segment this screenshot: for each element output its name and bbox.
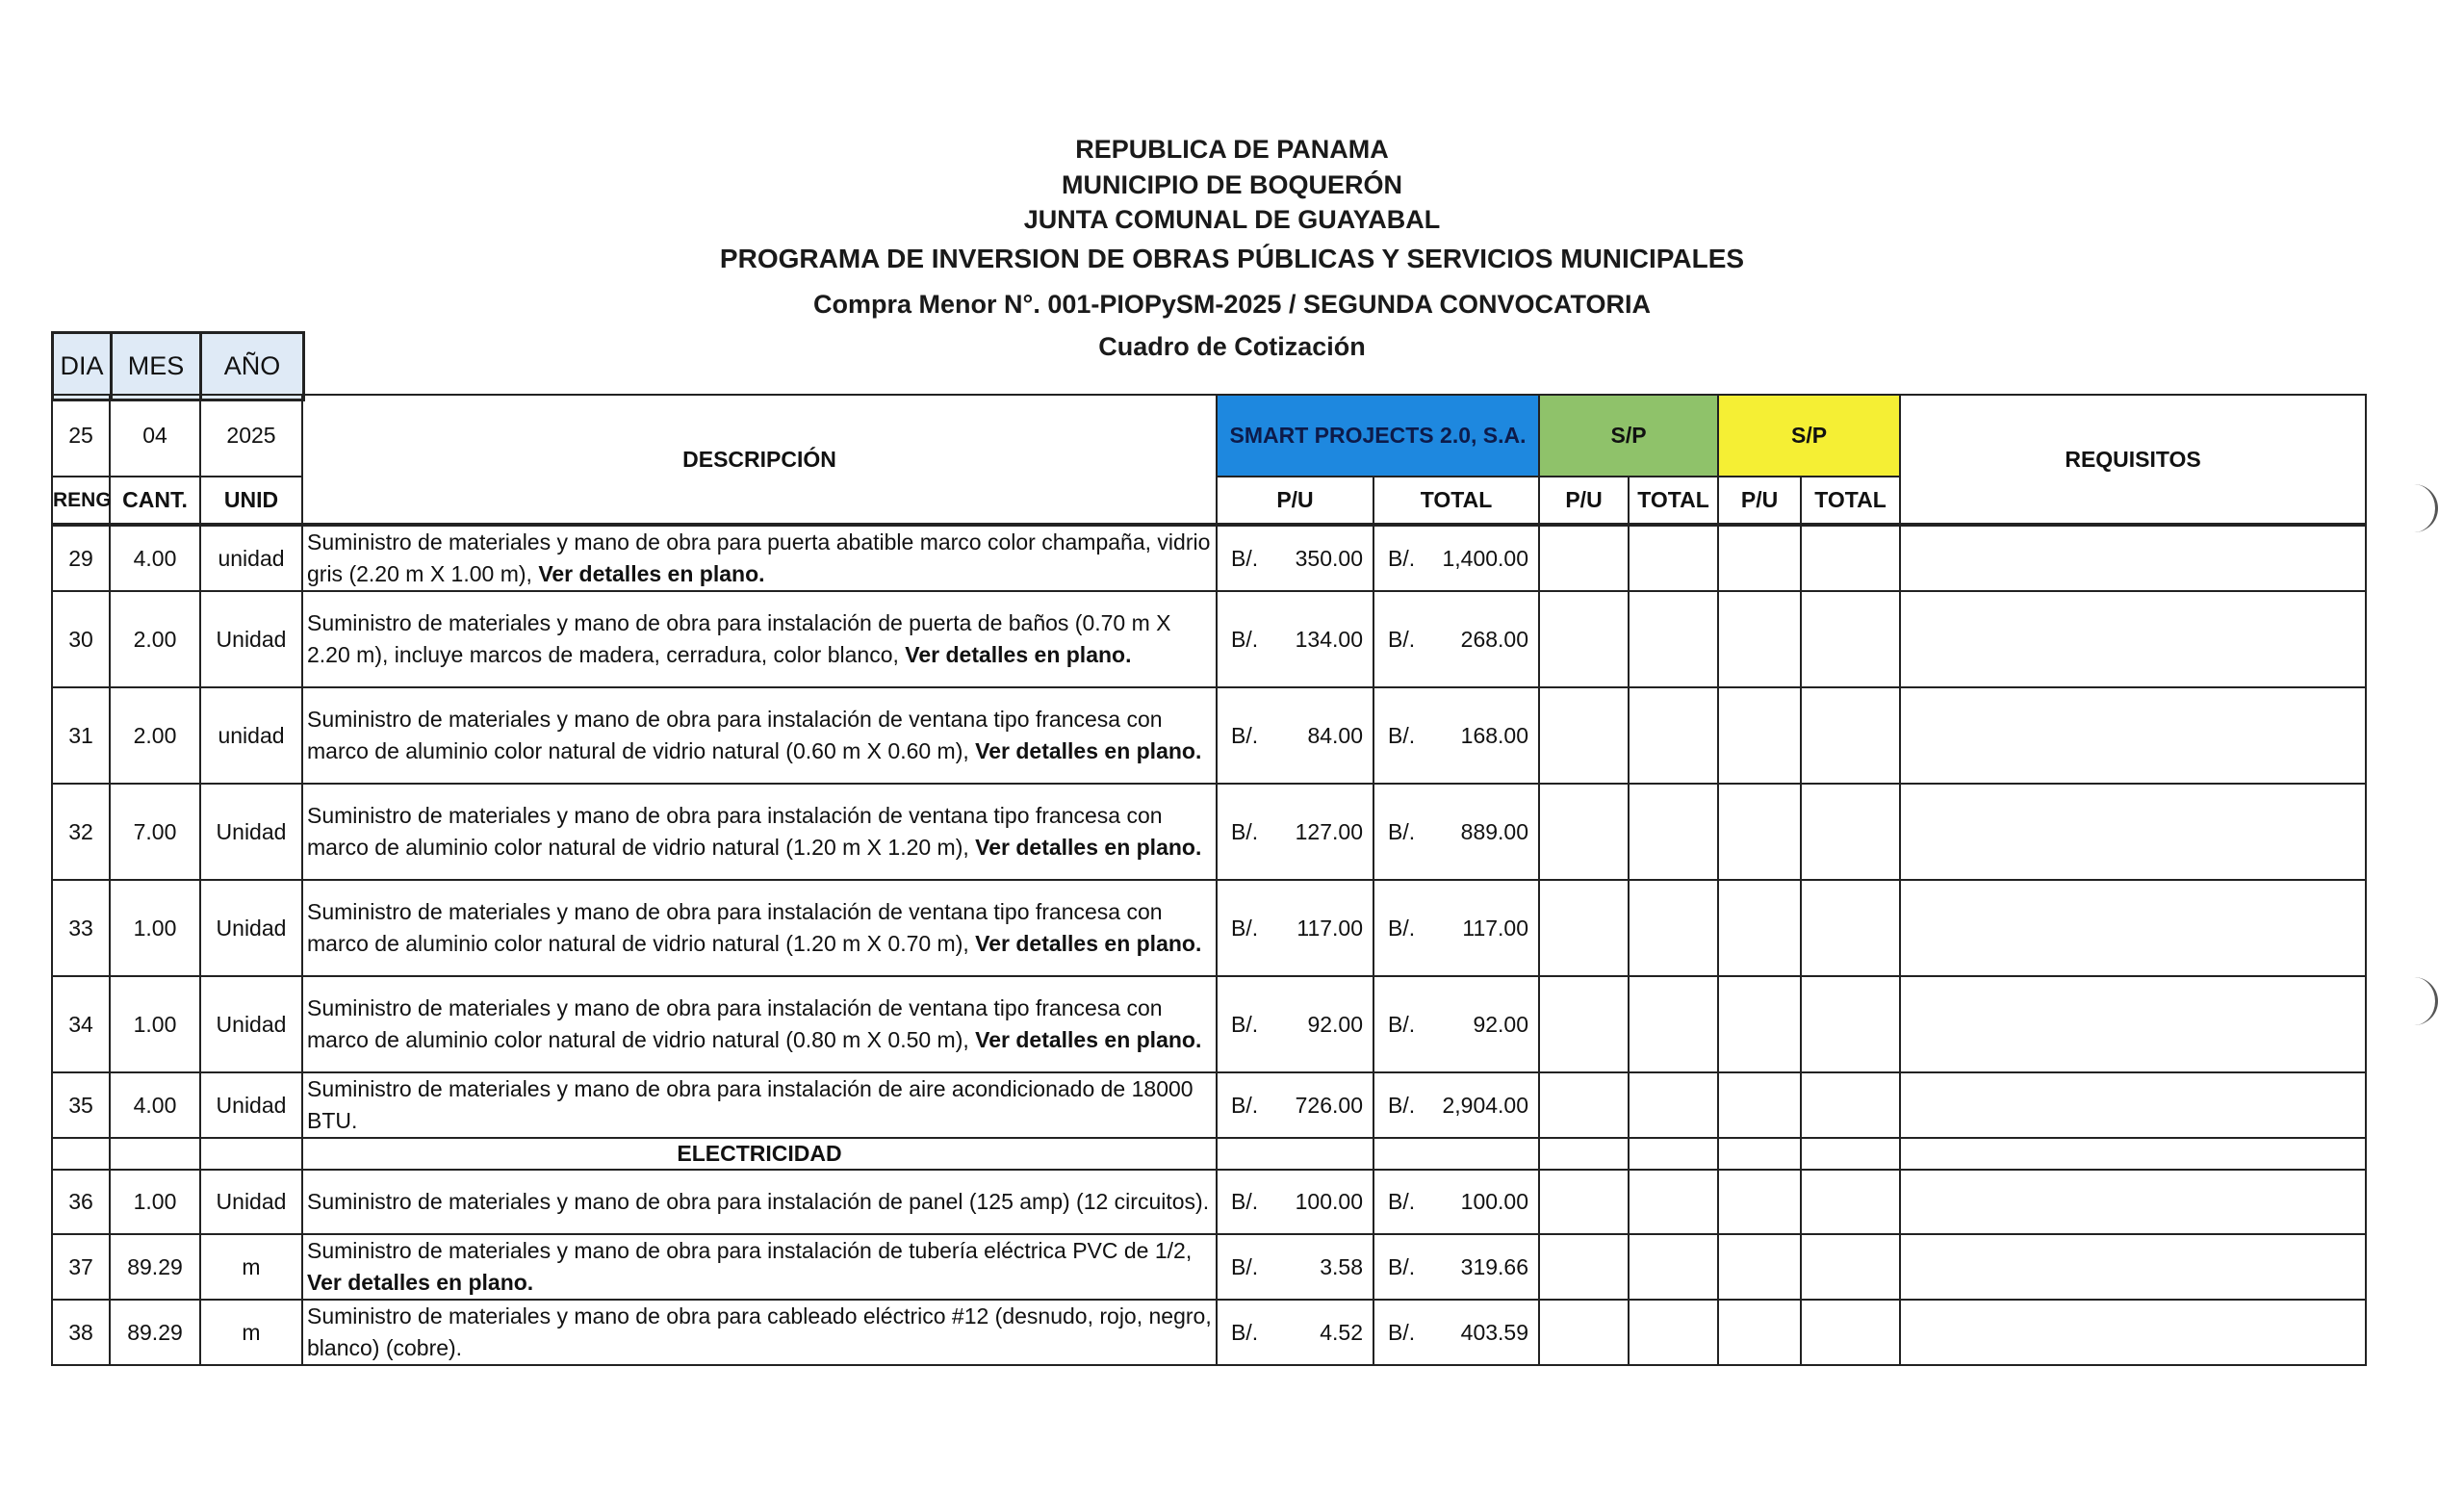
empty-cell	[1539, 525, 1629, 591]
empty-cell	[1539, 784, 1629, 880]
unit-price-value: 350.00	[1295, 545, 1363, 571]
description-cell	[302, 525, 1217, 591]
header-row-top	[52, 395, 2366, 477]
currency-label: B/.	[1388, 1189, 1416, 1214]
dia-value: 25	[52, 395, 110, 477]
description-bold-note: Ver detalles en plano.	[975, 931, 1202, 956]
currency-label: B/.	[1231, 1189, 1259, 1214]
empty-cell	[1801, 591, 1900, 687]
reng-cell: 31	[52, 687, 110, 784]
description-cell	[302, 687, 1217, 784]
unid-cell: Unidad	[200, 1170, 302, 1234]
empty-cell	[1900, 880, 2366, 976]
header-purchase-number: Compra Menor N°. 001-PIOPySM-2025 / SEGUNDA CONVOCATORIA	[813, 290, 1651, 319]
description-text: Suministro de materiales y mano de obra para cableado eléctrico #12 (desnudo, rojo, negro, blanco) (cobre).	[307, 1303, 1212, 1360]
punch-hole-top	[2406, 484, 2438, 532]
description-cell	[302, 1234, 1217, 1300]
unid-cell: Unidad	[200, 880, 302, 976]
total-cell	[1373, 880, 1539, 976]
reng-cell: 34	[52, 976, 110, 1072]
dia-label: DIA	[53, 333, 112, 400]
empty-cell	[1718, 525, 1801, 591]
unid-cell: Unidad	[200, 784, 302, 880]
total-cell	[1373, 784, 1539, 880]
unid-cell: Unidad	[200, 591, 302, 687]
empty-cell	[1801, 1170, 1900, 1234]
currency-label: B/.	[1231, 915, 1259, 941]
empty-cell	[1629, 687, 1718, 784]
description-text: Suministro de materiales y mano de obra para instalación de puerta de baños (0.70 m X 2.20 m), incluye marcos de madera, cerradura, color blanco,	[307, 610, 1171, 667]
cant-cell: 4.00	[110, 1072, 200, 1138]
total-value: 1,400.00	[1442, 545, 1529, 571]
empty-cell	[1629, 525, 1718, 591]
cant-cell: 89.29	[110, 1300, 200, 1365]
unid-cell: unidad	[200, 687, 302, 784]
empty-cell	[1801, 1300, 1900, 1365]
total-value: 2,904.00	[1442, 1092, 1529, 1118]
empty-cell	[1900, 976, 2366, 1072]
total-value: 168.00	[1460, 722, 1529, 748]
total-header-3: TOTAL	[1801, 477, 1900, 525]
currency-label: B/.	[1388, 1319, 1416, 1345]
description-cell	[302, 1300, 1217, 1365]
unit-price-value: 117.00	[1296, 915, 1363, 941]
cant-header: CANT.	[110, 477, 200, 525]
empty-cell	[1629, 1072, 1718, 1138]
header-program: PROGRAMA DE INVERSION DE OBRAS PÚBLICAS Y SERVICIOS MUNICIPALES	[719, 244, 1745, 273]
unid-header: UNID	[200, 477, 302, 525]
pu-header-3: P/U	[1718, 477, 1801, 525]
empty-cell	[1718, 784, 1801, 880]
empty-cell	[1629, 880, 1718, 976]
total-cell	[1373, 1300, 1539, 1365]
unit-price-value: 127.00	[1295, 818, 1363, 844]
reng-cell: 37	[52, 1234, 110, 1300]
empty-cell	[1900, 687, 2366, 784]
empty-cell	[1801, 1072, 1900, 1138]
cant-cell: 4.00	[110, 525, 200, 591]
bidder-sp-yellow-header: S/P	[1718, 395, 1900, 477]
table-row	[52, 525, 2366, 591]
description-cell	[302, 784, 1217, 880]
unid-cell: Unidad	[200, 1072, 302, 1138]
reng-cell: 35	[52, 1072, 110, 1138]
unit-price-cell	[1217, 784, 1373, 880]
currency-label: B/.	[1231, 1319, 1259, 1345]
description-text: Suministro de materiales y mano de obra para instalación de aire acondicionado de 18000 BTU.	[307, 1076, 1194, 1133]
reng-cell: 30	[52, 591, 110, 687]
empty-cell	[52, 1138, 110, 1170]
unid-cell: m	[200, 1300, 302, 1365]
anio-label: AÑO	[201, 333, 304, 400]
unit-price-value: 92.00	[1307, 1011, 1363, 1037]
empty-cell	[1718, 591, 1801, 687]
empty-cell	[1629, 591, 1718, 687]
description-text: Suministro de materiales y mano de obra para instalación de ventana tipo francesa con marco de aluminio color natural de vidrio natural (0.80 m X 0.50 m),	[307, 995, 1163, 1052]
total-header-2: TOTAL	[1629, 477, 1718, 525]
description-bold-note: Ver detalles en plano.	[975, 738, 1202, 763]
mes-label: MES	[112, 333, 201, 400]
empty-cell	[1718, 1300, 1801, 1365]
reng-cell: 33	[52, 880, 110, 976]
currency-label: B/.	[1231, 545, 1259, 571]
unit-price-cell	[1217, 976, 1373, 1072]
unid-cell: Unidad	[200, 976, 302, 1072]
unit-price-cell	[1217, 1170, 1373, 1234]
empty-cell	[1900, 1170, 2366, 1234]
cant-cell: 7.00	[110, 784, 200, 880]
empty-cell	[1629, 1170, 1718, 1234]
empty-cell	[1900, 1300, 2366, 1365]
total-cell	[1373, 687, 1539, 784]
description-cell	[302, 1072, 1217, 1138]
empty-cell	[1629, 976, 1718, 1072]
total-value: 100.00	[1460, 1189, 1529, 1214]
description-bold-note: Ver detalles en plano.	[975, 1027, 1202, 1052]
table-row	[52, 976, 2366, 1072]
description-cell	[302, 591, 1217, 687]
empty-cell	[1801, 784, 1900, 880]
currency-label: B/.	[1231, 1253, 1259, 1279]
currency-label: B/.	[1388, 545, 1416, 571]
total-cell	[1373, 525, 1539, 591]
currency-label: B/.	[1388, 722, 1416, 748]
empty-cell	[1900, 591, 2366, 687]
currency-label: B/.	[1231, 626, 1259, 652]
total-cell	[1373, 1072, 1539, 1138]
empty-cell	[1217, 1138, 1373, 1170]
quote-table	[51, 394, 2367, 1366]
description-text: Suministro de materiales y mano de obra para instalación de tubería eléctrica PVC de 1/2,	[307, 1238, 1193, 1263]
quote-rows	[52, 525, 2366, 1365]
reng-cell: 36	[52, 1170, 110, 1234]
empty-cell	[1900, 784, 2366, 880]
cant-cell: 1.00	[110, 1170, 200, 1234]
header-quote-table-title: Cuadro de Cotización	[1098, 332, 1366, 361]
empty-cell	[1718, 880, 1801, 976]
total-value: 92.00	[1473, 1011, 1529, 1037]
empty-cell	[1539, 1234, 1629, 1300]
empty-cell	[1539, 976, 1629, 1072]
total-value: 319.66	[1460, 1253, 1529, 1279]
empty-cell	[1539, 1170, 1629, 1234]
empty-cell	[110, 1138, 200, 1170]
description-bold-note: Ver detalles en plano.	[538, 561, 765, 586]
empty-cell	[1718, 1234, 1801, 1300]
section-title: ELECTRICIDAD	[302, 1138, 1217, 1170]
reng-cell: 38	[52, 1300, 110, 1365]
empty-cell	[1801, 976, 1900, 1072]
unit-price-value: 100.00	[1295, 1189, 1363, 1214]
description-cell	[302, 880, 1217, 976]
empty-cell	[1539, 880, 1629, 976]
cant-cell: 2.00	[110, 591, 200, 687]
table-row	[52, 1072, 2366, 1138]
reng-header: RENG	[52, 477, 110, 525]
empty-cell	[1539, 687, 1629, 784]
description-text: Suministro de materiales y mano de obra para instalación de ventana tipo francesa con marco de aluminio color natural de vidrio natural (1.20 m X 1.20 m),	[307, 803, 1163, 860]
empty-cell	[1900, 525, 2366, 591]
total-cell	[1373, 1170, 1539, 1234]
description-text: Suministro de materiales y mano de obra para puerta abatible marco color champaña, vidrio gris (2.20 m X 1.00 m),	[307, 529, 1211, 586]
mes-value: 04	[110, 395, 200, 477]
cant-cell: 2.00	[110, 687, 200, 784]
table-row	[52, 880, 2366, 976]
bidder-smart-projects-header: SMART PROJECTS 2.0, S.A.	[1217, 395, 1539, 477]
table-row	[52, 784, 2366, 880]
unit-price-value: 4.52	[1320, 1319, 1363, 1345]
unit-price-cell	[1217, 591, 1373, 687]
cant-cell: 1.00	[110, 976, 200, 1072]
section-row	[52, 1138, 2366, 1170]
header-republic: REPUBLICA DE PANAMA	[1075, 135, 1389, 164]
table-row	[52, 1170, 2366, 1234]
empty-cell	[1373, 1138, 1539, 1170]
description-bold-note: Ver detalles en plano.	[905, 642, 1132, 667]
currency-label: B/.	[1388, 818, 1416, 844]
table-row	[52, 591, 2366, 687]
empty-cell	[1629, 1138, 1718, 1170]
empty-cell	[1801, 880, 1900, 976]
currency-label: B/.	[1388, 915, 1416, 941]
empty-cell	[1629, 1300, 1718, 1365]
description-text: Suministro de materiales y mano de obra para instalación de panel (125 amp) (12 circuitos).	[307, 1189, 1210, 1214]
unid-cell: unidad	[200, 525, 302, 591]
description-text: Suministro de materiales y mano de obra para instalación de ventana tipo francesa con marco de aluminio color natural de vidrio natural (0.60 m X 0.60 m),	[307, 707, 1163, 763]
empty-cell	[1718, 687, 1801, 784]
empty-cell	[1718, 1138, 1801, 1170]
unit-price-value: 726.00	[1295, 1092, 1363, 1118]
currency-label: B/.	[1231, 818, 1259, 844]
table-row	[52, 1300, 2366, 1365]
unit-price-value: 84.00	[1307, 722, 1363, 748]
table-row	[52, 687, 2366, 784]
total-cell	[1373, 1234, 1539, 1300]
unit-price-value: 3.58	[1320, 1253, 1363, 1279]
currency-label: B/.	[1231, 722, 1259, 748]
total-value: 268.00	[1460, 626, 1529, 652]
cant-cell: 89.29	[110, 1234, 200, 1300]
empty-cell	[200, 1138, 302, 1170]
requisitos-header: REQUISITOS	[1900, 395, 2366, 525]
unit-price-cell	[1217, 1234, 1373, 1300]
empty-cell	[1801, 1138, 1900, 1170]
currency-label: B/.	[1388, 1011, 1416, 1037]
empty-cell	[1801, 687, 1900, 784]
total-cell	[1373, 976, 1539, 1072]
currency-label: B/.	[1231, 1011, 1259, 1037]
description-cell	[302, 976, 1217, 1072]
currency-label: B/.	[1388, 1253, 1416, 1279]
empty-cell	[1629, 784, 1718, 880]
total-value: 403.59	[1460, 1319, 1529, 1345]
descripcion-header: DESCRIPCIÓN	[302, 395, 1217, 525]
currency-label: B/.	[1388, 1092, 1416, 1118]
empty-cell	[1539, 1072, 1629, 1138]
header-municipality: MUNICIPIO DE BOQUERÓN	[1061, 170, 1403, 199]
empty-cell	[1539, 1138, 1629, 1170]
pu-header-2: P/U	[1539, 477, 1629, 525]
empty-cell	[1539, 591, 1629, 687]
empty-cell	[1900, 1072, 2366, 1138]
unit-price-cell	[1217, 687, 1373, 784]
currency-label: B/.	[1388, 626, 1416, 652]
pu-header-1: P/U	[1217, 477, 1373, 525]
punch-hole-bottom	[2406, 977, 2438, 1025]
anio-value: 2025	[200, 395, 302, 477]
table-row	[52, 1234, 2366, 1300]
empty-cell	[1539, 1300, 1629, 1365]
unit-price-value: 134.00	[1295, 626, 1363, 652]
bidder-sp-green-header: S/P	[1539, 395, 1718, 477]
unit-price-cell	[1217, 1300, 1373, 1365]
total-cell	[1373, 591, 1539, 687]
header-junta: JUNTA COMUNAL DE GUAYABAL	[1023, 205, 1441, 234]
total-value: 117.00	[1462, 915, 1529, 941]
unit-price-cell	[1217, 880, 1373, 976]
empty-cell	[1801, 525, 1900, 591]
description-bold-note: Ver detalles en plano.	[975, 835, 1202, 860]
total-value: 889.00	[1460, 818, 1529, 844]
description-bold-note: Ver detalles en plano.	[307, 1270, 534, 1295]
description-text: Suministro de materiales y mano de obra para instalación de ventana tipo francesa con marco de aluminio color natural de vidrio natural (1.20 m X 0.70 m),	[307, 899, 1163, 956]
empty-cell	[1718, 1072, 1801, 1138]
empty-cell	[1718, 976, 1801, 1072]
total-header-1: TOTAL	[1373, 477, 1539, 525]
date-label-table	[51, 331, 305, 401]
unid-cell: m	[200, 1234, 302, 1300]
unit-price-cell	[1217, 525, 1373, 591]
reng-cell: 29	[52, 525, 110, 591]
empty-cell	[1900, 1138, 2366, 1170]
empty-cell	[1801, 1234, 1900, 1300]
empty-cell	[1718, 1170, 1801, 1234]
reng-cell: 32	[52, 784, 110, 880]
empty-cell	[1900, 1234, 2366, 1300]
unit-price-cell	[1217, 1072, 1373, 1138]
empty-cell	[1629, 1234, 1718, 1300]
description-cell	[302, 1170, 1217, 1234]
cant-cell: 1.00	[110, 880, 200, 976]
currency-label: B/.	[1231, 1092, 1259, 1118]
